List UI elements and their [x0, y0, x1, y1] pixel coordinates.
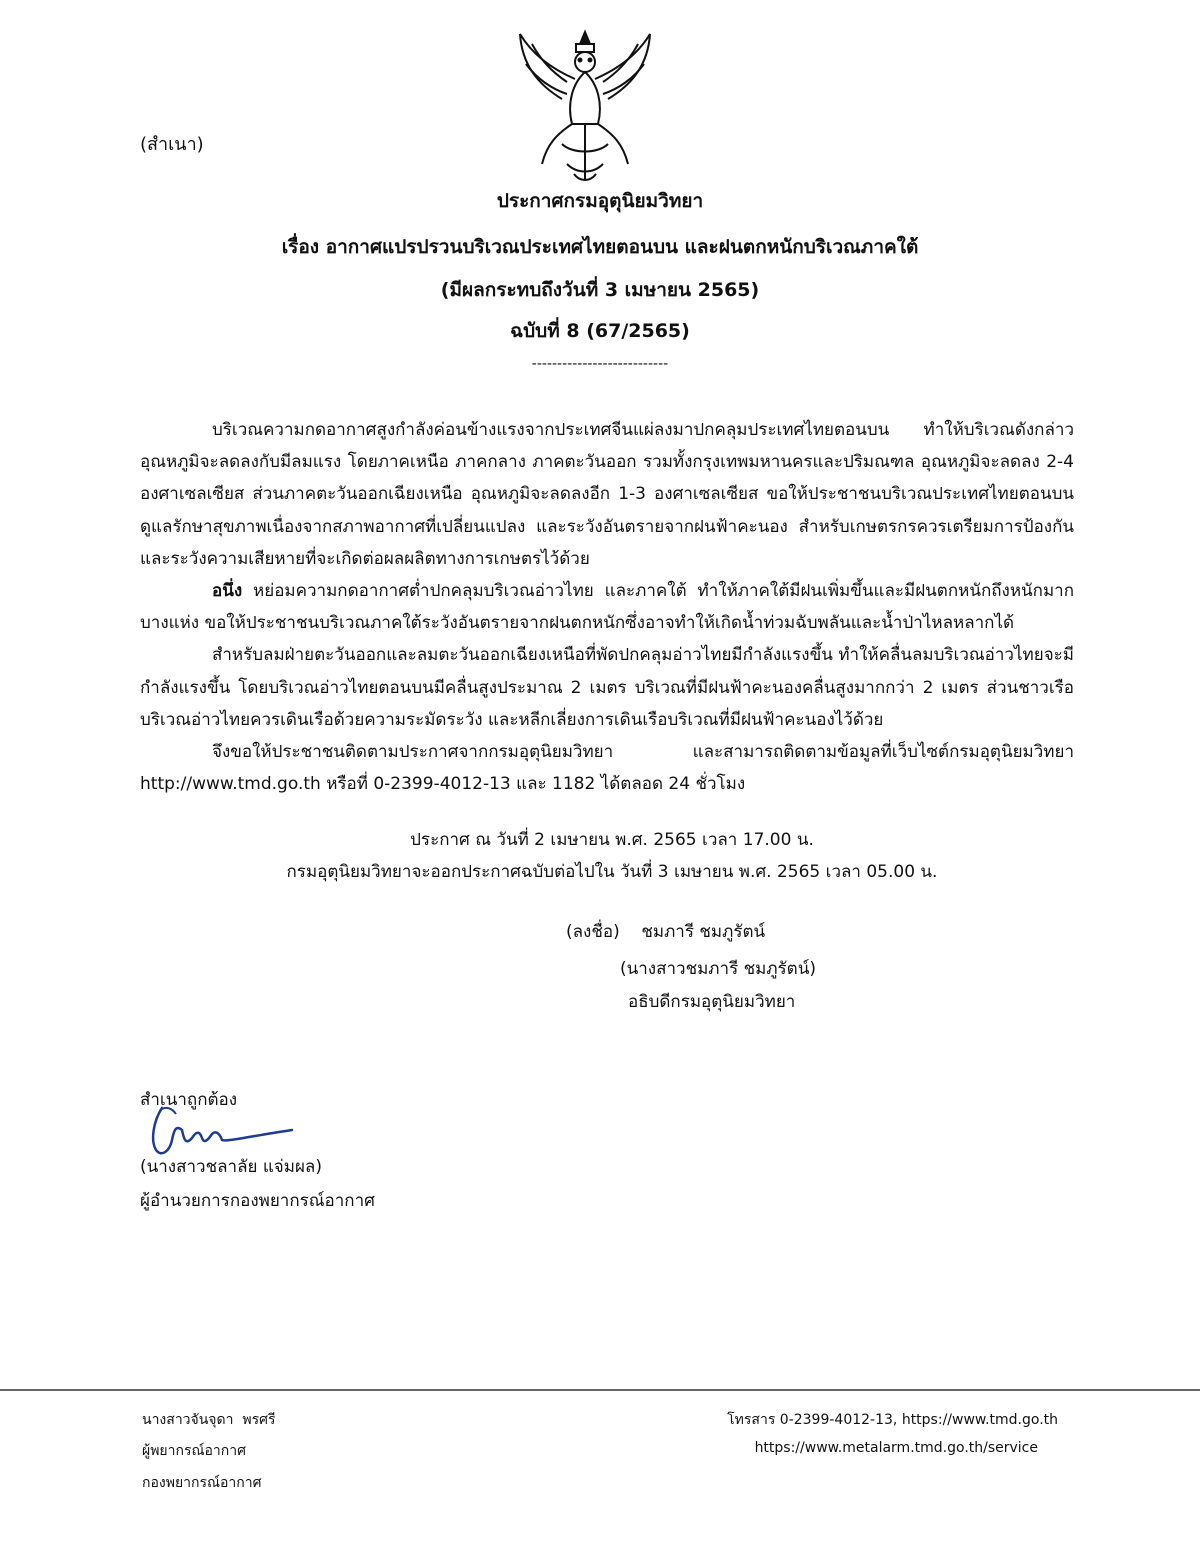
issued-datetime: ประกาศ ณ วันที่ 2 เมษายน พ.ศ. 2565 เวลา 17.00 น.: [410, 830, 814, 850]
forecaster-division: กองพยากรณ์อากาศ: [142, 1475, 262, 1491]
forecaster-title: ผู้พยากรณ์อากาศ: [142, 1443, 246, 1459]
certified-copy-label: สำเนาถูกต้อง: [140, 1090, 238, 1110]
body-paragraph-3: สำหรับลมฝ่ายตะวันออกและลมตะวันออกเฉียงเหนือที่พัดปกคลุมอ่าวไทยมีกำลังแรงขึ้น ทำให้คลื่นลมบริเวณอ่าวไทยจะมีกำลังแรงขึ้น โดยบริเวณอ่าวไทยตอนบนมีคลื่นสูงประมาณ 2 เมตร บริเวณที่มีฝนฟ้าคะนองคลื่นสูงมากกว่า 2 เมตร ส่วนชาวเรือบริเวณอ่าวไทยควรเดินเรือด้วยความระมัดระวัง และหลีกเลี่ยงการเดินเรือบริเวณที่มีฝนฟ้าคะนองไว้ด้วย: [140, 645, 1074, 730]
body-paragraph-2: [140, 575, 1074, 639]
certifier-name: (นางสาวชลาลัย แจ่มผล): [140, 1157, 322, 1177]
certifier-position: ผู้อำนวยการกองพยากรณ์อากาศ: [140, 1191, 375, 1211]
signed-by: (ลงชื่อ) ชมภารี ชมภูรัตน์: [566, 922, 766, 942]
metalarm-url: https://www.metalarm.tmd.go.th/service: [754, 1440, 1038, 1456]
announcement-title: ประกาศกรมอุตุนิยมวิทยา: [496, 190, 704, 212]
separator: ---------------------------: [531, 356, 669, 372]
paragraph-2-lead: อนึ่ง: [212, 581, 243, 602]
forecaster-name: นางสาวจันจุดา พรศรี: [142, 1412, 276, 1428]
handwritten-signature: [142, 1100, 302, 1160]
body-paragraph-1: บริเวณความกดอากาศสูงกำลังค่อนข้างแรงจากประเทศจีนแผ่ลงมาปกคลุมประเทศไทยตอนบน ทำให้บริเวณดังกล่าวอุณหภูมิจะลดลงกับมีลมแรง โดยภาคเหนือ ภาคกลาง ภาคตะวันออก รวมทั้งกรุงเทพมหานครและปริมณฑล อุณหภูมิจะลดลง 2-4 องศาเซลเซียส ส่วนภาคตะวันออกเฉียงเหนือ อุณหภูมิจะลดลงอีก 1-3 องศาเซลเซียส ขอให้ประชาชนบริเวณประเทศไทยตอนบนดูแลรักษาสุขภาพเนื่องจากสภาพอากาศที่เปลี่ยนแปลง และระวังอันตรายจากฝนฟ้าคะนอง สำหรับเกษตรกรควรเตรียมการป้องกันและระวังความเสียหายที่จะเกิดต่อผลผลิตทางการเกษตรไว้ด้วย: [140, 420, 1074, 569]
signer-position: อธิบดีกรมอุตุนิยมวิทยา: [628, 992, 796, 1012]
signer-full-name: (นางสาวชมภารี ชมภูรัตน์): [620, 959, 816, 979]
announcement-effect-date: (มีผลกระทบถึงวันที่ 3 เมษายน 2565): [440, 279, 760, 301]
body-paragraph-4: จึงขอให้ประชาชนติดตามประกาศจากกรมอุตุนิยมวิทยา และสามารถติดตามข้อมูลที่เว็บไซต์กรมอุตุนิยมวิทยา http://www.tmd.go.th หรือที่ 0-2399-4012-13 และ 1182 ได้ตลอด 24 ชั่วโมง: [140, 742, 1074, 795]
announcement-body: [140, 414, 1074, 800]
garuda-emblem: [512, 24, 658, 184]
paragraph-2-text: หย่อมความกดอากาศต่ำปกคลุมบริเวณอ่าวไทย และภาคใต้ ทำให้ภาคใต้มีฝนเพิ่มขึ้นและมีฝนตกหนักถึงหนักมากบางแห่ง ขอให้ประชาชนบริเวณภาคใต้ระวังอันตรายจากฝนตกหนักซึ่งอาจทำให้เกิดน้ำท่วมฉับพลันและน้ำป่าไหลหลากได้: [140, 581, 1074, 634]
next-issue-note: กรมอุตุนิยมวิทยาจะออกประกาศฉบับต่อไปใน วันที่ 3 เมษายน พ.ศ. 2565 เวลา 05.00 น.: [286, 862, 938, 882]
announcement-subject: เรื่อง อากาศแปรปรวนบริเวณประเทศไทยตอนบน และฝนตกหนักบริเวณภาคใต้: [281, 236, 919, 258]
announcement-issue-number: ฉบับที่ 8 (67/2565): [510, 320, 690, 342]
fax-and-website: โทรสาร 0-2399-4012-13, https://www.tmd.go.th: [727, 1412, 1058, 1428]
footer-divider: [0, 1389, 1200, 1391]
copy-label: (สำเนา): [140, 134, 204, 155]
